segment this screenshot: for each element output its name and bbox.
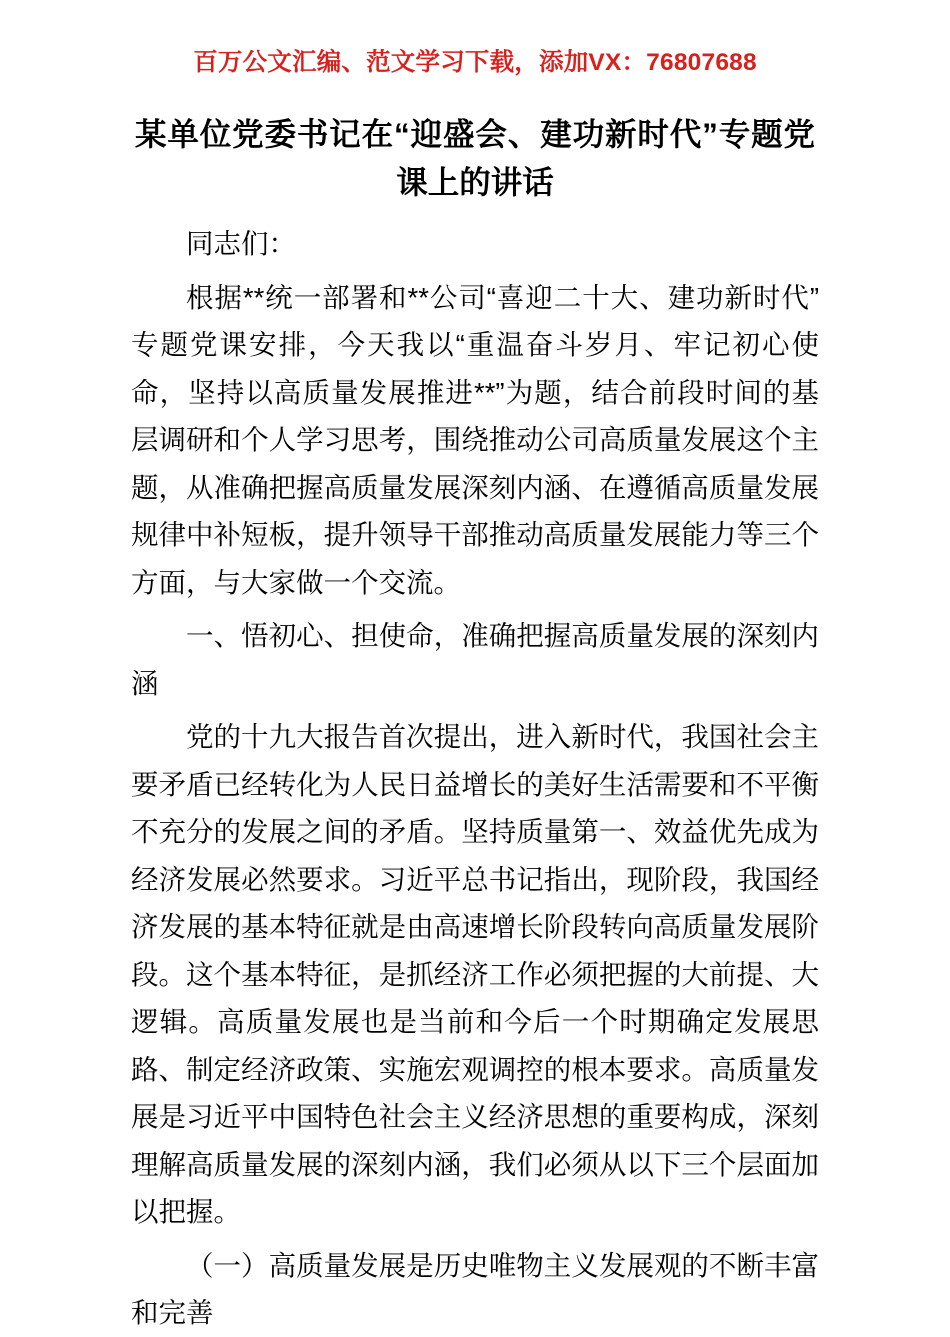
paragraph-section-one-body: 党的十九大报告首次提出，进入新时代，我国社会主要矛盾已经转化为人民日益增长的美好生活需要和不平衡不充分的发展之间的矛盾。坚持质量第一、效益优先成为经济发展必然要求。习近平总书记指出，现阶段，我国经济发展的基本特征就是由高速增长阶段转向高质量发展阶段。这个基本特征，是抓经济工作必须把握的大前提、大逻辑。高质量发展也是当前和今后一个时期确定发展思路、制定经济政策、实施宏观调控的根本要求。高质量发展是习近平中国特色社会主义经济思想的重要构成，深刻理解高质量发展的深刻内涵，我们必须从以下三个层面加以把握。	[131, 721, 819, 1227]
paragraph-introduction: 根据**统一部署和**公司“喜迎二十大、建功新时代”专题党课安排，今天我以“重温奋斗岁月、牢记初心使命，坚持以高质量发展推进**”为题，结合前段时间的基层调研和个人学习思考，围绕推动公司高质量发展这个主题，从准确把握高质量发展深刻内涵、在遵循高质量发展规律中补短板，提升领导干部推动高质量发展能力等三个方面，与大家做一个交流。	[131, 281, 819, 598]
heading-subsection-one-one: （一）高质量发展是历史唯物主义发展观的不断丰富和完善	[131, 1249, 819, 1328]
document-title: 某单位党委书记在“迎盛会、建功新时代”专题党课上的讲话	[135, 116, 815, 200]
promo-banner-text: 百万公文汇编、范文学习下载，添加VX：76807688	[193, 49, 757, 76]
document-content	[131, 110, 819, 1337]
paragraph-salutation: 同志们：	[186, 228, 296, 259]
heading-section-one: 一、悟初心、担使命，准确把握高质量发展的深刻内涵	[131, 620, 819, 699]
